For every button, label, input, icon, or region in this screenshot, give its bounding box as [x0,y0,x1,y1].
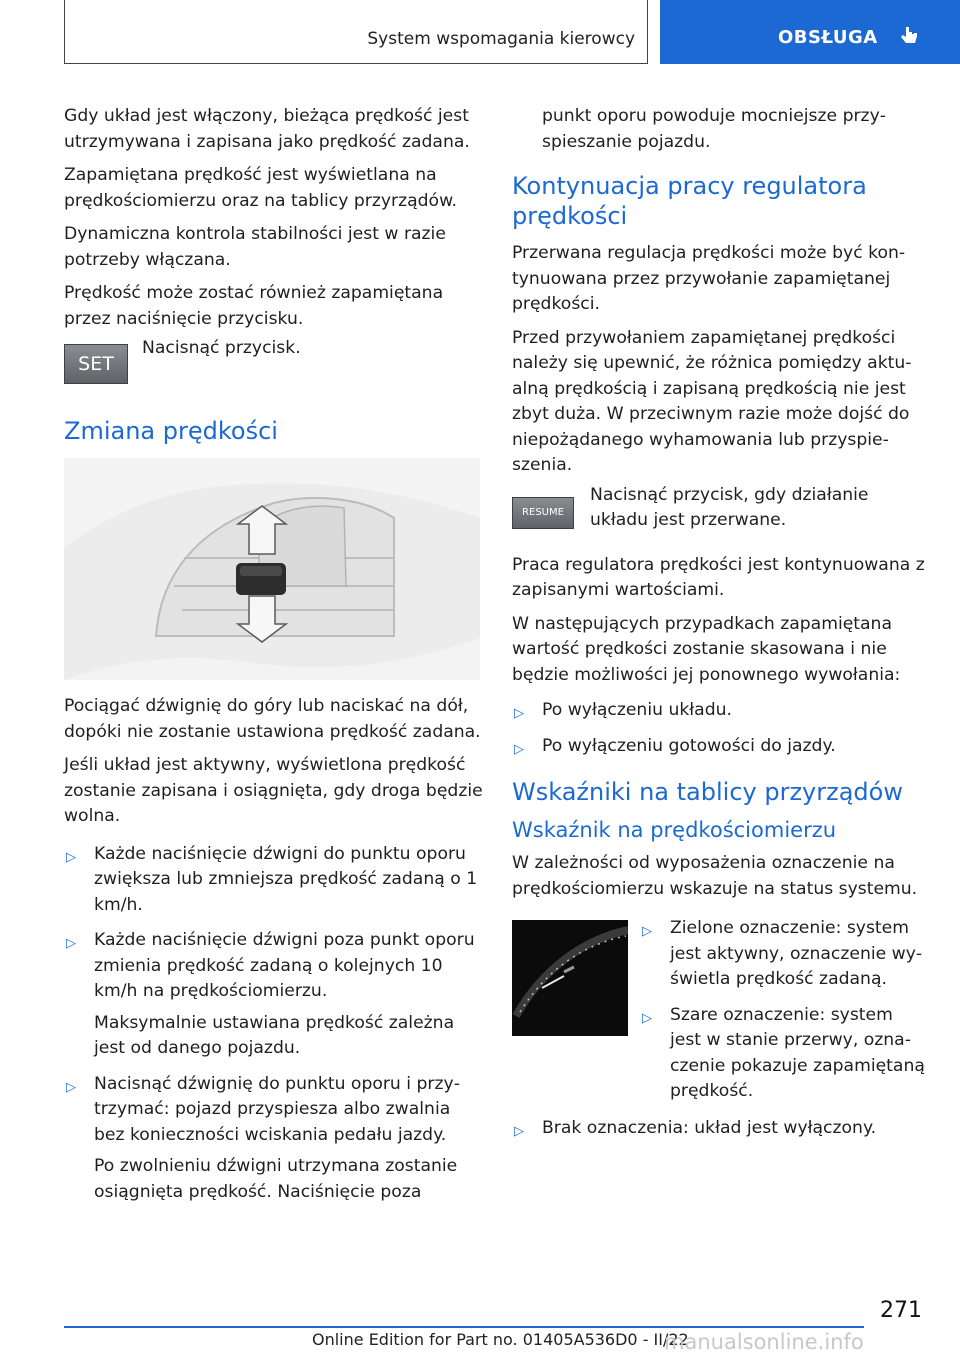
heading-resume: Kontynuacja pracy regulatora prędkości [512,172,867,230]
list-item [64,1072,484,1206]
paragraph: Gdy układ jest włączony, bieżąca prędkość jest utrzymywana i zapisana jako prędkość zadana. [64,106,470,152]
set-button-image [64,344,128,384]
list-item [512,1116,932,1142]
heading-change-speed: Zmiana prędkości [64,417,278,445]
page-number: 271 [880,1298,922,1323]
list-item-note: Maksymalnie ustawiana prędkość zależna jest od danego pojazdu. [94,1012,455,1058]
resume-instruction: Nacisnąć przycisk, gdy działanie układu jest przerwane. [590,484,869,530]
list-item [64,928,484,1062]
triangle-bullet-icon: ▷ [66,1079,76,1095]
triangle-bullet-icon: ▷ [66,849,76,865]
speedo-marker-list [640,916,926,1115]
list-item-text: Każde naciśnięcie dźwigni poza punkt oporu zmienia prędkość zadaną o kolejnych 10 km/h na prędkościomierzu. [94,930,475,1001]
resume-button-image [512,497,574,529]
set-button-label: SET [78,353,114,375]
triangle-bullet-icon: ▷ [642,924,652,939]
list-item-text: Szare oznaczenie: system jest w stanie przerwy, oznaczenie pokazuje zapamiętaną prędkość. [670,1004,925,1101]
left-column [64,104,484,1215]
change-speed-list [64,842,484,1206]
list-item-text: Nacisnąć dźwignię do punktu oporu i przytrzymać: pojazd przyspiesza albo zwalnia bez konieczności wciskania pedału jazdy. [94,1073,460,1145]
paragraph: Dynamiczna kontrola stabilności jest w razie potrzeby włączana. [64,224,446,270]
triangle-bullet-icon: ▷ [514,1124,524,1139]
off-marker-list [512,1116,932,1142]
resume-button-row [512,484,932,553]
paragraph: W zależności od wyposażenia oznaczenie na prędkościomierzu wskazuje na status systemu. [512,853,918,899]
paragraph: W następujących przypadkach zapamiętana wartość prędkości zostanie skasowana i nie będzie możliwości jej ponownego wywołania: [512,613,901,685]
section-title: System wspomagania kierowcy [367,29,635,49]
list-item-text: Brak oznaczenia: układ jest wyłączony. [542,1118,877,1138]
list-item [512,698,932,724]
list-item-text: Zielone oznaczenie: system jest aktywny, oznaczenie wyświetla prędkość zadaną. [670,918,923,989]
list-item [640,916,926,993]
paragraph: Praca regulatora prędkości jest kontynuowana z zapisanymi wartościami. [512,554,925,600]
list-item-text: Każde naciśnięcie dźwigni do punktu oporu zwiększa lub zmniejsza prędkość zadaną o 1 km/h. [94,843,478,915]
resume-button-label: RESUME [522,506,564,518]
right-column [512,104,932,1152]
speedo-section [512,916,932,1116]
paragraph-continued: punkt oporu powoduje mocniejsze przyspieszanie pojazdu. [542,106,886,152]
triangle-bullet-icon: ▷ [514,706,524,721]
paragraph: Zapamiętana prędkość jest wyświetlana na prędkościomierzu oraz na tablicy przyrządów. [64,165,458,211]
paragraph: Pociągać dźwignię do góry lub naciskać na dół, dopóki nie zostanie ustawiona prędkość zadana. [64,696,481,742]
list-item-note: Po zwolnieniu dźwigni utrzymana zostanie osiągnięta prędkość. Naciśnięcie poza [94,1156,458,1202]
footer-divider [64,1326,864,1328]
paragraph: Jeśli układ jest aktywny, wyświetlona prędkość zostanie zapisana i osiągnięta, gdy droga będzie wolna. [64,755,483,826]
heading-indicators: Wskaźniki na tablicy przyrządów [512,778,903,806]
triangle-bullet-icon: ▷ [642,1010,652,1026]
paragraph: Przed przywołaniem zapamiętanej prędkości należy się upewnić, że różnica pomiędzy aktualną prędkością i zapisaną prędkością nie jest zbyt duża. W przeciwnym razie może dojść do niepożądanego wyhamowania lub przyspieszenia. [512,327,912,475]
steering-wheel-lever-image [64,458,480,680]
list-item [640,1003,926,1105]
triangle-bullet-icon: ▷ [514,741,524,757]
chapter-tab-label: OBSŁUGA [778,27,878,48]
chapter-tab[interactable] [660,0,960,64]
hand-pointer-icon [896,24,922,50]
list-item [512,734,932,760]
reset-conditions-list [512,698,932,759]
footer-edition-text: Online Edition for Part no. 01405A536D0 - II/22 [312,1330,689,1349]
paragraph: Prędkość może zostać również zapamiętana przez naciśnięcie przycisku. [64,283,444,329]
set-instruction: Nacisnąć przycisk. [142,338,301,358]
speedometer-image [512,920,628,1036]
subheading-speedometer: Wskaźnik na prędkościomierzu [512,818,837,842]
triangle-bullet-icon: ▷ [66,936,76,951]
list-item-text: Po wyłączeniu gotowości do jazdy. [542,735,836,756]
set-button-row [64,340,484,402]
watermark-text: manualsonline.info [664,1330,864,1354]
paragraph: Przerwana regulacja prędkości może być kontynuowana przez przywołanie zapamiętanej prędkości. [512,243,906,314]
list-item [64,842,484,919]
list-item-text: Po wyłączeniu układu. [542,700,732,720]
